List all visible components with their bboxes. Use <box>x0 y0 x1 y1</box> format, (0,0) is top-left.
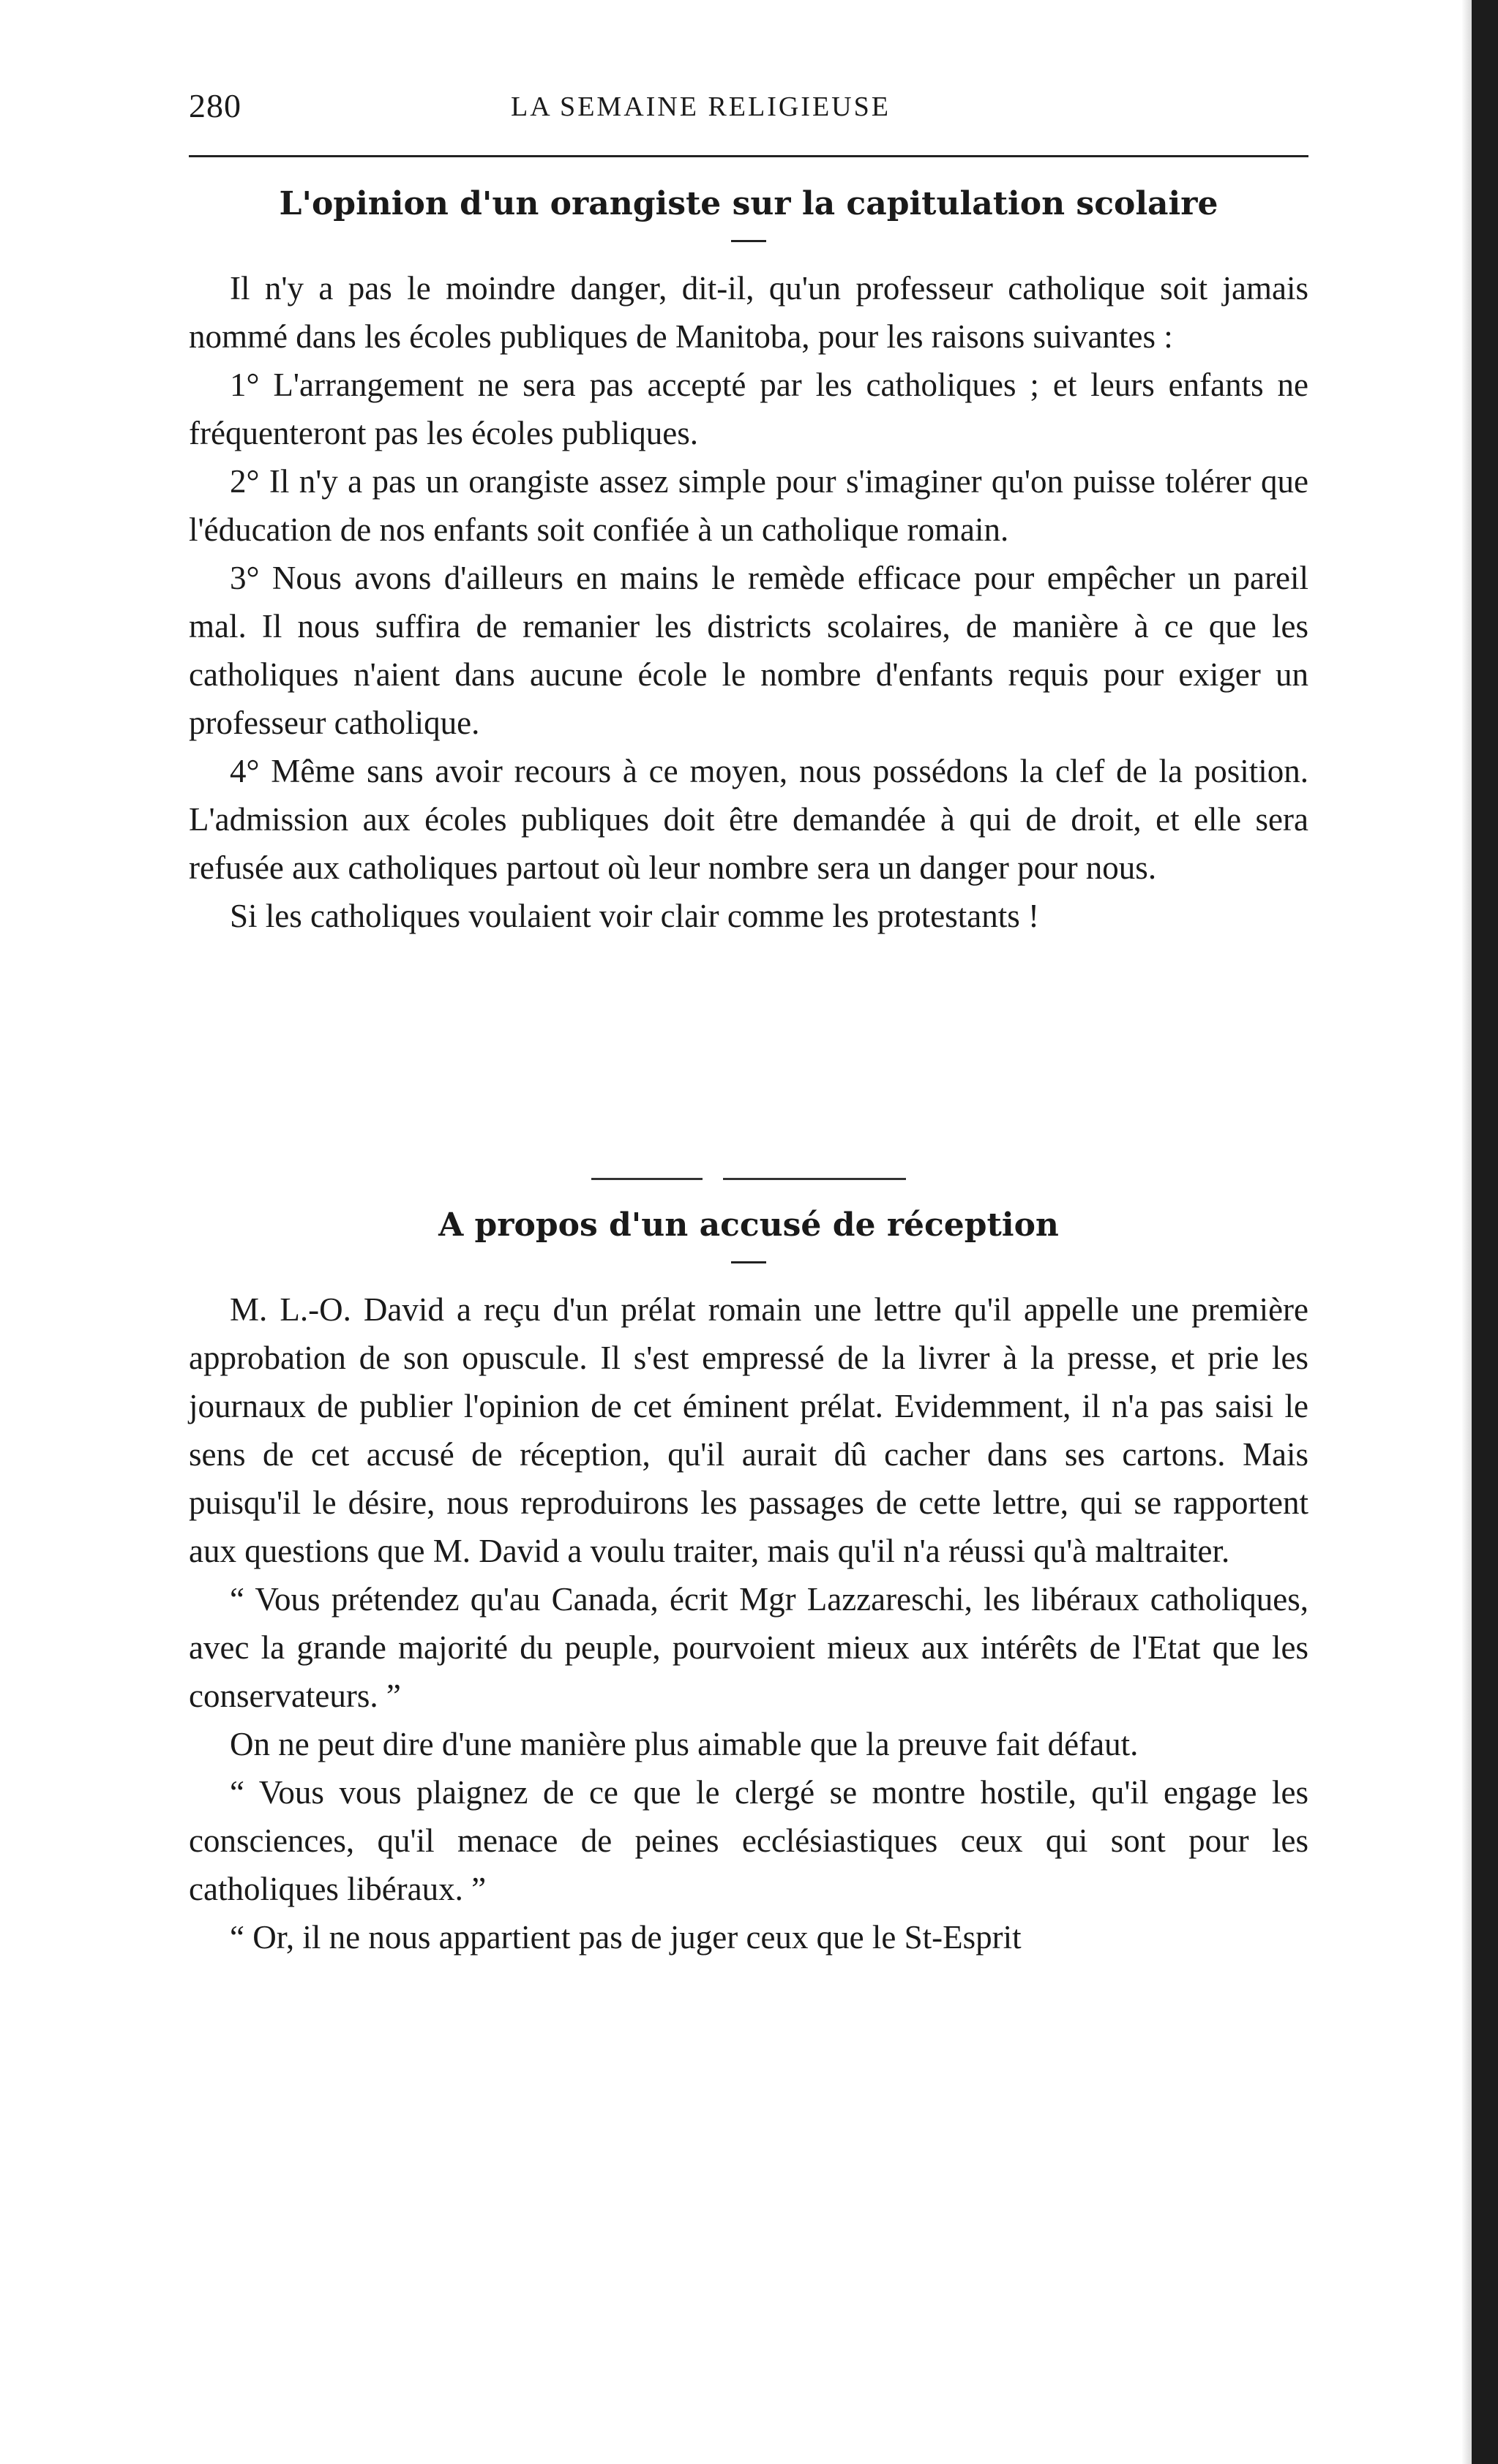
page-edge-shadow <box>1461 0 1472 2464</box>
title-dash <box>731 240 766 242</box>
paragraph: 3° Nous avons d'ailleurs en mains le remède efficace pour empêcher un pareil mal. Il nous suffira de remanier les districts scolaires, de manière à ce que les catholiques n'aient dans aucune école le nombre d'enfants requis pour exiger un professeur catholique. <box>189 560 1308 741</box>
paragraph: 1° L'arrangement ne sera pas accepté par les catholiques ; et leurs enfants ne fréquenteront pas les écoles publiques. <box>189 367 1308 451</box>
paragraph: 2° Il n'y a pas un orangiste assez simple pour s'imaginer qu'on puisse tolérer que l'éducation de nos enfants soit confiée à un catholique romain. <box>189 463 1308 548</box>
paragraph: “ Vous vous plaignez de ce que le clergé se montre hostile, qu'il engage les consciences, qu'il menace de peines ecclésiastiques ceux qui sont pour les catholiques libéraux. ” <box>189 1774 1308 1907</box>
article-title: L'opinion d'un orangiste sur la capitulation scolaire <box>279 185 1218 222</box>
paragraph: 4° Même sans avoir recours à ce moyen, nous possédons la clef de la position. L'admission aux écoles publiques doit être demandée à qui de droit, et elle sera refusée aux catholiques partout où leur nombre sera un danger pour nous. <box>189 753 1308 886</box>
article-title: A propos d'un accusé de réception <box>438 1206 1059 1244</box>
article-orangiste <box>189 179 1308 940</box>
paragraph: “ Vous prétendez qu'au Canada, écrit Mgr Lazzareschi, les libéraux catholiques, avec la grande majorité du peuple, pourvoient mieux aux intérêts de l'Etat que les conservateurs. ” <box>189 1581 1308 1714</box>
separator-gap <box>703 1175 723 1182</box>
paragraph: Il n'y a pas le moindre danger, dit-il, qu'un professeur catholique soit jamais nommé dans les écoles publiques de Manitoba, pour les raisons suivantes : <box>189 270 1308 355</box>
running-title: LA SEMAINE RELIGIEUSE <box>511 91 891 122</box>
header-rule <box>189 155 1308 157</box>
running-header <box>189 86 1308 130</box>
paragraph: M. L.-O. David a reçu d'un prélat romain une lettre qu'il appelle une première approbation de son opuscule. Il s'est empressé de la livrer à la presse, et prie les journaux de publier l'opinion de cet éminent prélat. Evidemment, il n'a pas saisi le sens de cet accusé de réception, qu'il aurait dû cacher dans ses cartons. Mais puisqu'il le désire, nous reproduirons les passages de cette lettre, qui se rapportent aux questions que M. David a voulu traiter, mais qu'il n'a réussi qu'à maltraiter. <box>189 1291 1308 1569</box>
paragraph: “ Or, il ne nous appartient pas de juger ceux que le St-Esprit <box>230 1919 1022 1956</box>
section-separator <box>591 1178 906 1180</box>
page-number: 280 <box>189 87 241 124</box>
paragraph: On ne peut dire d'une manière plus aimable que la preuve fait défaut. <box>230 1726 1139 1762</box>
article-accuse-reception <box>189 1200 1308 1961</box>
paragraph: Si les catholiques voulaient voir clair comme les protestants ! <box>230 898 1039 934</box>
title-dash <box>731 1261 766 1263</box>
page-edge <box>1472 0 1498 2464</box>
